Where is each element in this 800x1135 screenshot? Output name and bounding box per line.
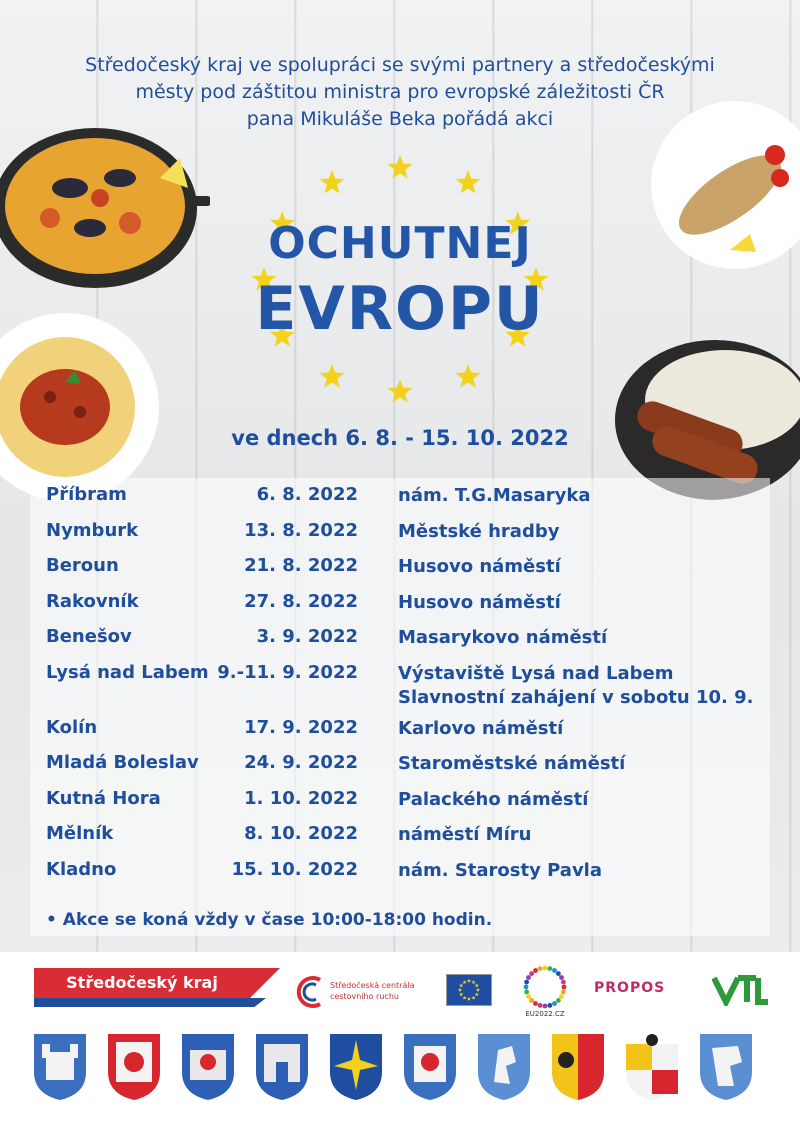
eu-star-icon [388,155,413,179]
vtl-logo [712,974,770,1006]
schedule-row [46,859,776,895]
eu2022-logo [520,964,570,1020]
schedule-row [46,626,776,662]
crest-icon [180,1032,236,1102]
schedule-row [46,591,776,627]
intro-line: městy pod záštitou ministra pro evropské záležitosti ČR [135,81,665,103]
eu2022-dot-icon [561,980,566,985]
event-venue [398,662,754,710]
event-date: 27. 8. 2022 [244,590,358,612]
city-name: Benešov [46,626,132,647]
eu2022-label: EU2022.CZ [525,1010,565,1018]
propos-logo: PROPOS [594,980,666,996]
event-date: 3. 9. 2022 [256,626,358,647]
event-venue: nám. T.G.Masaryka [398,485,591,506]
event-date: 21. 8. 2022 [244,555,358,576]
stredocesky-kraj-logo [34,968,284,1012]
eu-flag-star-icon [462,996,466,1000]
schedule-row [46,555,776,591]
event-date: 24. 9. 2022 [244,752,358,773]
crest-icon [254,1032,310,1102]
city-name: Rakovník [46,590,139,612]
eu2022-dot-icon [543,1004,548,1009]
eu-star-icon [456,170,481,194]
eu-star-icon [388,379,413,403]
event-date: 6. 8. 2022 [256,484,358,505]
brand-stripe [34,998,266,1007]
schedule-row [46,788,776,824]
event-venue-line: Výstaviště Lysá nad Labem [398,662,674,684]
cccr-label [330,980,415,1002]
logo-title-line1: OCHUTNEJ [268,218,532,269]
eu2022-dot-icon [559,994,564,999]
city-name: Lysá nad Labem [46,661,209,683]
eu2022-dot-icon [556,998,561,1003]
logo-title-line2: EVROPU [255,274,545,344]
eu2022-dot-icon [559,975,564,980]
eu-flag-stars [447,975,491,1005]
eu2022-dot-icon [548,966,553,971]
schedule-row [46,484,776,520]
eu2022-dot-icon [538,1003,543,1008]
sausage-sauerkraut-image [605,330,800,500]
schedule-row [46,520,776,556]
crest-icon [32,1032,88,1102]
eu-flag-star-icon [476,988,480,992]
city-name: Příbram [46,484,127,505]
eu2022-dot-icon [556,971,561,976]
crest-icon [698,1032,754,1102]
paella-pan-image [0,118,210,298]
city-name: Kutná Hora [46,787,161,809]
eu2022-dot-icon [524,980,529,985]
city-name: Kladno [46,858,117,880]
eu-flag-star-icon [459,992,463,996]
city-name: Mělník [46,823,114,844]
eu2022-dot-icon [526,994,531,999]
city-name: Beroun [46,555,119,576]
event-date: 1. 10. 2022 [244,787,358,809]
eu2022-dot-icon [552,1001,557,1006]
eu2022-dot-icon [562,985,567,990]
city-name: Nymburk [46,519,139,541]
eu-flag-icon [446,974,492,1006]
eu-flag-star-icon [471,996,475,1000]
intro-line: pana Mikuláše Beka pořádá akci [246,108,554,130]
cccr-label-line: Středočeská centrála [330,981,415,990]
spaghetti-plate-image [0,312,160,502]
eu-flag-star-icon [467,997,471,1001]
eu2022-dot-icon [526,975,531,980]
crest-icon [328,1032,384,1102]
event-venue: Karlovo náměstí [398,717,564,739]
schedule-row [46,823,776,859]
crest-icon [624,1032,680,1102]
event-venue: Husovo náměstí [398,591,561,613]
cccr-label-line: cestovního ruchu [330,992,399,1001]
event-date: 13. 8. 2022 [244,519,358,541]
eu-flag-star-icon [462,980,466,984]
eu-flag-star-icon [475,992,479,996]
eu2022-dot-icon [529,998,534,1003]
event-venue: Staroměstské náměstí [398,753,626,774]
eu2022-dots-icon [520,964,570,1010]
event-venue: Městské hradby [398,520,560,542]
event-date: 8. 10. 2022 [244,823,358,844]
event-date: 9.-11. 9. 2022 [217,661,358,683]
time-note: • Akce se koná vždy v čase 10:00-18:00 hodin. [46,910,493,930]
eu2022-dot-icon [524,990,529,995]
event-venue: náměstí Míru [398,824,532,845]
schedule-table [46,484,776,894]
crest-icon [476,1032,532,1102]
cccr-c-icon [296,974,326,1010]
eu-flag-star-icon [467,979,471,983]
eu2022-dot-icon [538,966,543,971]
eu-flag-star-icon [475,983,479,987]
eu2022-dot-icon [533,1001,538,1006]
brand-label: Středočeský kraj [34,968,250,998]
eu-star-icon [320,170,345,194]
eu-flag-star-icon [459,983,463,987]
schedule-row [46,717,776,753]
eu-star-icon [320,364,345,388]
event-dates: ve dnech 6. 8. - 15. 10. 2022 [231,426,569,450]
city-name: Mladá Boleslav [46,752,199,773]
event-venue: nám. Starosty Pavla [398,859,603,881]
event-date: 17. 9. 2022 [244,716,358,738]
event-venue: Palackého náměstí [398,788,589,810]
eu-flag-star-icon [471,980,475,984]
eu2022-dot-icon [552,968,557,973]
schedule-row [46,662,776,717]
eu2022-dot-icon [533,968,538,973]
eu-star-icon [456,364,481,388]
crest-icon [402,1032,458,1102]
cccr-logo [296,974,436,1010]
intro-line: Středočeský kraj ve spolupráci se svými partnery a středočeskými [85,54,715,76]
event-logo [215,140,585,420]
event-venue: Masarykovo náměstí [398,627,608,648]
eu2022-dot-icon [524,985,529,990]
crest-icon [550,1032,606,1102]
event-date: 15. 10. 2022 [231,858,358,880]
eu-flag-star-icon [458,988,462,992]
eu2022-dot-icon [543,966,548,971]
event-venue-line: Slavnostní zahájení v sobotu 10. 9. [398,686,754,708]
city-crests-row [28,1032,778,1106]
intro-text [40,52,760,133]
eu2022-dot-icon [561,990,566,995]
city-name: Kolín [46,716,98,738]
event-venue: Husovo náměstí [398,556,561,577]
crest-icon [106,1032,162,1102]
eu2022-dot-icon [548,1003,553,1008]
eu2022-dot-icon [529,971,534,976]
schedule-row [46,752,776,788]
